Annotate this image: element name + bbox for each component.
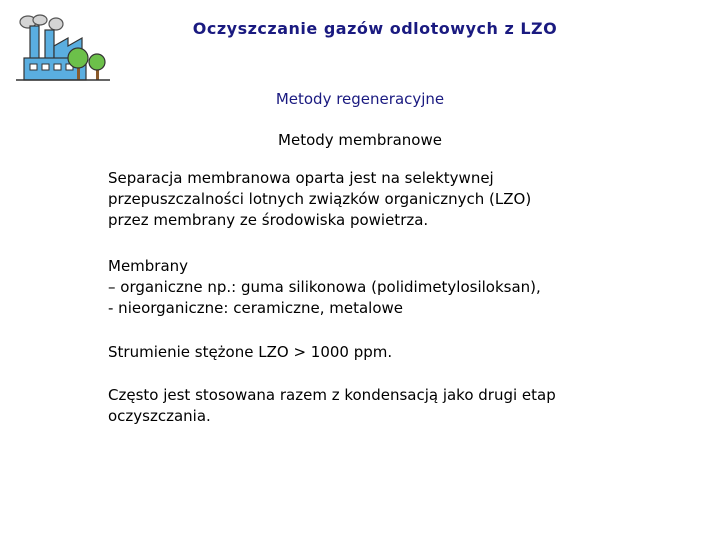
text-line: przepuszczalności lotnych związków organicznych (LZO) <box>108 190 532 208</box>
text-line: oczyszczania. <box>108 407 211 425</box>
text-line: Często jest stosowana razem z kondensacją jako drugi etap <box>108 386 556 404</box>
section-heading: Metody regeneracyjne <box>275 90 445 108</box>
paragraph-separation <box>108 168 531 231</box>
subsection-heading: Metody membranowe <box>278 131 442 149</box>
text-line: Separacja membranowa oparta jest na selektywnej <box>108 169 494 187</box>
text-line: przez membrany ze środowiska powietrza. <box>108 211 429 229</box>
page-title: Oczyszczanie gazów odlotowych z LZO <box>192 19 558 38</box>
paragraph-membranes <box>108 256 541 319</box>
paragraph-condensation <box>108 385 556 427</box>
paragraph-streams <box>108 342 392 363</box>
text-line: Strumienie stężone LZO > 1000 ppm. <box>108 343 393 361</box>
factory-with-trees-icon <box>10 10 114 90</box>
text-line: - nieorganiczne: ceramiczne, metalowe <box>108 299 403 317</box>
text-line: – organiczne np.: guma silikonowa (polidimetylosiloksan), <box>108 278 541 296</box>
text-line: Membrany <box>108 257 189 275</box>
